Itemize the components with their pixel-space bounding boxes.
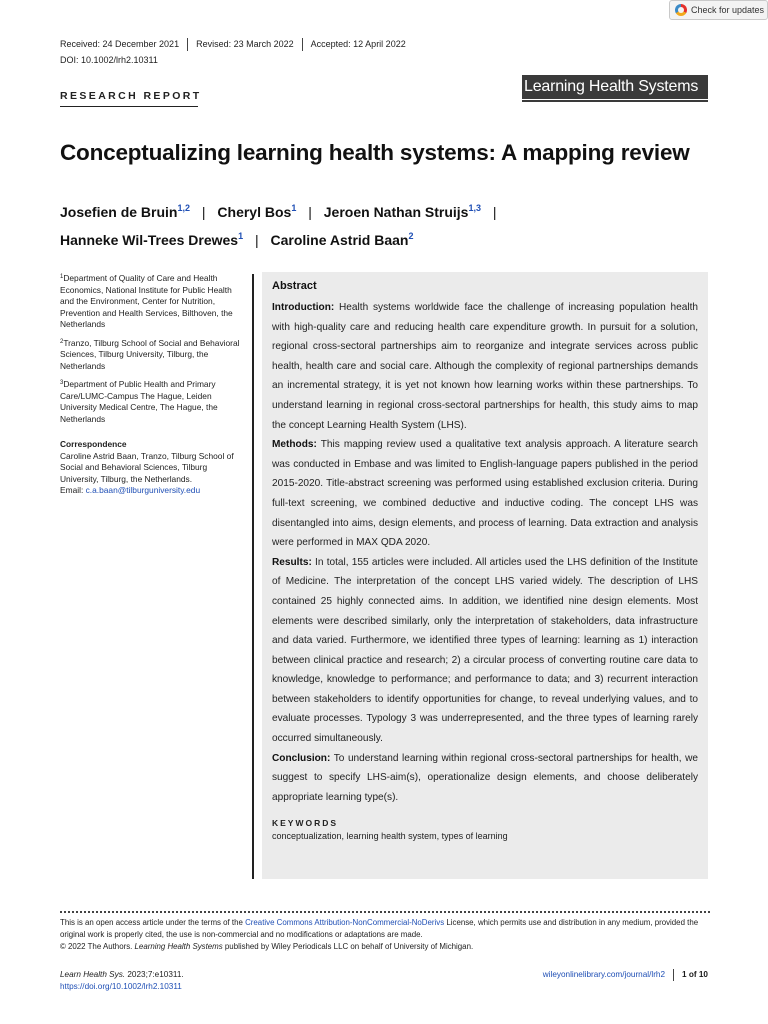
- abstract-conclusion: [272, 749, 698, 808]
- doi-link[interactable]: https://doi.org/10.1002/lrh2.10311: [60, 982, 182, 991]
- author-name[interactable]: Josefien de Bruin: [60, 204, 178, 220]
- affiliation-number: 3: [60, 380, 64, 386]
- affiliation: [60, 378, 245, 425]
- license-text: This is an open access article under the terms of the: [60, 918, 246, 927]
- abstract-section-text: This mapping review used a qualitative text analysis approach. A literature search was conducted in Embase and was limited to English-language papers published in the period 2015-2020. Title-abstract screening was performed using established exclusion criteria. During full-text screening, we combined deductive and inductive coding. The concept LHS was disentangled into aims, design elements, and process of learning. Data extraction and analysis were performed in MAX QDA 2020.: [272, 439, 698, 549]
- correspondence-heading: Correspondence: [60, 439, 127, 449]
- author-affiliation-ref[interactable]: 1,2: [177, 203, 190, 213]
- license-link[interactable]: Creative Commons Attribution-NonCommercial-NoDerivs: [245, 918, 445, 927]
- author-separator: |: [308, 204, 312, 220]
- affiliation-number: 2: [60, 338, 64, 345]
- footer-right: [543, 969, 708, 981]
- revised-date: Revised: 23 March 2022: [187, 38, 302, 51]
- abstract-section-label: Conclusion:: [272, 752, 331, 764]
- affiliation: [60, 272, 245, 331]
- check-for-updates-label: Check for updates: [691, 5, 765, 15]
- section-type: RESEARCH REPORT: [60, 90, 202, 102]
- copyright-text: published by Wiley Periodicals LLC on behalf of University of Michigan.: [222, 942, 474, 951]
- email-label: Email:: [60, 485, 86, 495]
- page-number: 1 of 10: [673, 969, 708, 981]
- author-separator: |: [492, 204, 497, 220]
- affiliation-text: Tranzo, Tilburg School of Social and Behavioral Sciences, Tilburg University, Tilburg, the Netherlands: [60, 337, 240, 371]
- abstract-section-label: Introduction:: [272, 302, 335, 313]
- column-divider: [252, 274, 254, 879]
- author-affiliation-ref[interactable]: 1: [238, 231, 244, 241]
- citation-details: 2023;7:e10311.: [125, 970, 184, 979]
- journal-name-badge: Learning Health Systems: [522, 75, 708, 99]
- affiliation: [60, 337, 245, 373]
- keywords-heading: KEYWORDS: [272, 818, 339, 829]
- article-dates: [60, 38, 414, 51]
- author-affiliation-ref[interactable]: 1,3: [468, 203, 481, 213]
- received-date: Received: 24 December 2021: [60, 39, 180, 49]
- abstract-section-label: Results:: [272, 556, 312, 568]
- email-link[interactable]: c.a.baan@tilburguniversity.edu: [85, 485, 201, 495]
- accepted-date: Accepted: 12 April 2022: [302, 38, 414, 51]
- abstract-methods: [272, 435, 698, 553]
- journal-site-link[interactable]: wileyonlinelibrary.com/journal/lrh2: [542, 970, 666, 979]
- copyright-journal: Learning Health Systems: [134, 942, 223, 951]
- affiliation-text: Department of Quality of Care and Health Economics, National Institute for Public Health and the Environment, Center for Nutrition, Prevention and Health Services, Bilthoven, the Netherlands: [60, 273, 233, 329]
- crossmark-icon: [675, 4, 687, 16]
- article-title: Conceptualizing learning health systems: A mapping review: [60, 140, 690, 165]
- abstract-section-label: Methods:: [272, 439, 317, 451]
- author-separator: |: [254, 232, 259, 248]
- check-for-updates-button[interactable]: [669, 0, 768, 20]
- correspondence-email-line: [60, 485, 245, 497]
- abstract-section-text: In total, 155 articles were included. All articles used the LHS definition of the Institute of Medicine. The interpretation of the concept LHS varied widely. The description of LHS contained 25 highly connected aims. In addition, we identified nine design elements. Most elements were described similarly, only the interpretation of stakeholders, data infrastructure and data varied. Furthermore, we identified three types of learning: learning as 1) interaction between clinical practice and research; 2) a circular process of converting routine care data to knowledge, knowledge to performance; and performance to data; and 3) recurrent interaction between stakeholders to identify opportunities for change, to reveal underlying values, and to evaluate processes. Typology 3 was underrepresented, and the three types of learning rarely occurred simultaneously.: [272, 556, 698, 745]
- author-list: [60, 196, 720, 252]
- affiliation-text: Department of Public Health and Primary Care/LUMC-Campus The Hague, Leiden University Medical Centre, The Hague, the Netherlands: [60, 379, 218, 424]
- affiliation-number: 1: [60, 274, 64, 280]
- article-doi: DOI: 10.1002/lrh2.10311: [60, 55, 158, 65]
- abstract-panel: [262, 272, 708, 879]
- footer-citation: [60, 969, 184, 993]
- license-text: License, which permits use and distribution in any medium, provided the original work is properly cited, the use is non-commercial and no modifications or adaptations are made.: [60, 918, 699, 939]
- author-name[interactable]: Caroline Astrid Baan: [270, 232, 409, 248]
- copyright-text: © 2022 The Authors.: [60, 942, 135, 951]
- author-name[interactable]: Cheryl Bos: [217, 204, 292, 220]
- abstract-body: [272, 298, 698, 807]
- abstract-heading: Abstract: [272, 280, 317, 292]
- abstract-results: [272, 553, 698, 749]
- citation-journal: Learn Health Sys.: [60, 970, 126, 979]
- section-divider: [60, 106, 198, 107]
- author-separator: |: [201, 204, 206, 220]
- abstract-section-text: Health systems worldwide face the challenge of increasing population health with high-quality care and reducing health care expenditure growth. In pursuit for a solution, regional cross-sectoral partnerships aim to reorganize and integrate services across public health, health care and social care. Although the complexity of regional partnerships demands an incremental strategy, it is yet not known how learning works within these partnerships. To understand learning in regional cross-sectoral partnerships for health, this study aims to map the concept Learning Health System (LHS).: [272, 302, 698, 431]
- author-affiliation-ref[interactable]: 2: [408, 231, 414, 241]
- keywords-list: conceptualization, learning health system, types of learning: [272, 831, 508, 842]
- abstract-section-text: To understand learning within regional cross-sectoral partnerships for health, we suggest to specify LHS-aim(s), operationalize design elements, and choose deliberately appropriate learning type(s).: [272, 752, 698, 803]
- author-name[interactable]: Hanneke Wil-Trees Drewes: [60, 232, 239, 248]
- author-name[interactable]: Jeroen Nathan Struijs: [323, 204, 469, 220]
- license-divider: [60, 911, 710, 913]
- license-notice: [60, 917, 710, 953]
- author-affiliation-ref[interactable]: 1: [291, 203, 297, 213]
- abstract-introduction: [272, 298, 698, 435]
- correspondence-text: Caroline Astrid Baan, Tranzo, Tilburg School of Social and Behavioral Sciences, Tilburg University, Tilburg, the Netherlands.: [60, 450, 234, 484]
- affiliations-column: [60, 272, 245, 497]
